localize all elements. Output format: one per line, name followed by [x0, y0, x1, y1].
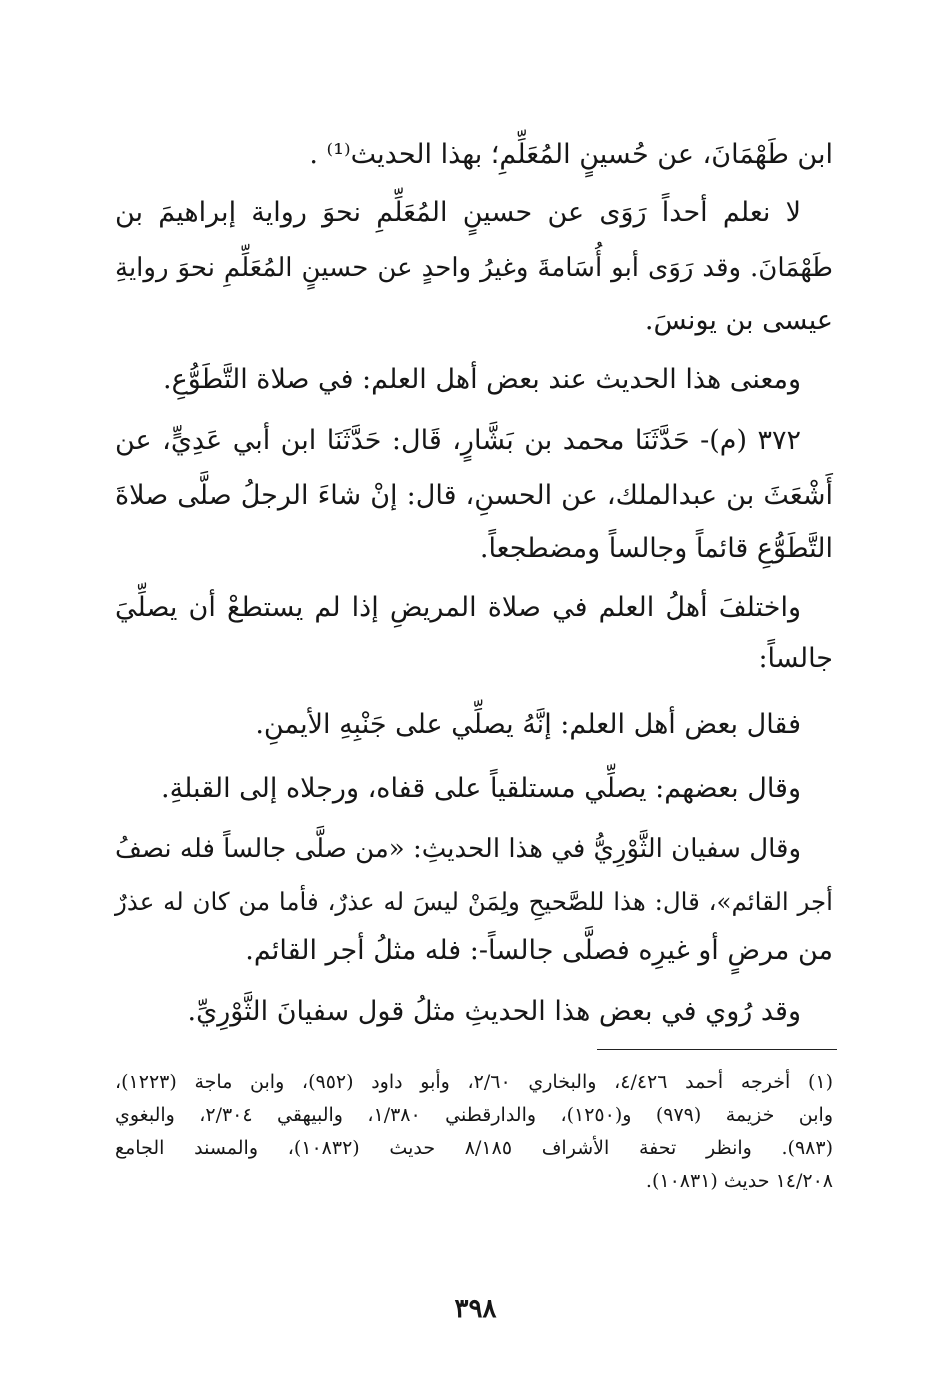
body-line: واختلفَ أهلُ العلم في صلاة المريضِ إذا لم يستطعْ أن يصلِّيَ [115, 592, 801, 623]
body-line: ٣٧٢ (م)- حَدَّثَنَا محمد بن بَشَّارٍ، قَال: حَدَّثَنَا ابن أبي عَدِيٍّ، عن [115, 425, 801, 456]
body-line: أجر القائم»، قال: هذا للصَّحيحِ ولِمَنْ ليسَ له عذرٌ، فأما من كان له عذرٌ [115, 887, 833, 916]
body-line: وقال سفيان الثَّوْرِيُّ في هذا الحديثِ: «من صلَّى جالساً فله نصفُ [114, 834, 801, 864]
body-line: أَشْعَثَ بن عبدالملك، عن الحسنِ، قال: إنْ شاءَ الرجلُ صلَّى صلاةَ [115, 480, 833, 511]
body-line: لا نعلم أحداً رَوَى عن حسينٍ المُعَلِّمِ نحوَ رواية إبراهيمَ بن [115, 197, 801, 228]
footnote-line: (٩٨٣). وانظر تحفة الأشراف ٨/١٨٥ حديث (١٠٨٣٢)، والمسند الجامع [115, 1137, 834, 1159]
body-line: ابن طَهْمَانَ، عن حُسينٍ المُعَلِّمِ؛ بهذا الحديث⁽¹⁾ . [309, 139, 833, 170]
body-line: عيسى بن يونسَ. [644, 305, 833, 336]
footnote-line: (١) أخرجه أحمد ٤/٤٢٦، والبخاري ٢/٦٠، وأبو داود (٩٥٢)، وابن ماجة (١٢٢٣)، [115, 1071, 833, 1093]
body-line: ومعنى هذا الحديث عند بعض أهل العلم: في صلاة التَّطَوُّعِ. [163, 364, 801, 395]
body-line: وقال بعضهم: يصلِّي مستلقياً على قفاه، ورجلاه إلى القبلةِ. [161, 773, 801, 804]
page-number: ٣٩٨ [454, 1294, 497, 1324]
body-line: جالساً: [758, 643, 833, 674]
body-line: وقد رُوي في بعض هذا الحديثِ مثلُ قول سفيانَ الثَّوْرِيِّ. [187, 996, 801, 1027]
body-line: فقال بعض أهل العلم: إنَّهُ يصلِّي على جَنْبِهِ الأيمنِ. [255, 709, 801, 740]
body-line: طَهْمَانَ. وقد رَوَى أبو أُسَامةَ وغيرُ واحدٍ عن حسينٍ المُعَلِّمِ نحوَ روايةِ [115, 253, 834, 283]
body-line: من مرضٍ أو غيرِه فصلَّى جالساً-: فله مثلُ أجر القائم. [245, 935, 833, 966]
body-line: التَّطَوُّعِ قائماً وجالساً ومضطجعاً. [479, 533, 833, 564]
footnote-line: ١٤/٢٠٨ حديث (١٠٨٣١). [645, 1170, 833, 1192]
footnote-separator [597, 1049, 837, 1050]
footnote-line: وابن خزيمة (٩٧٩) و(١٢٥٠)، والدارقطني ١/٣٨٠، والبيهقي ٢/٣٠٤، والبغوي [115, 1104, 833, 1126]
